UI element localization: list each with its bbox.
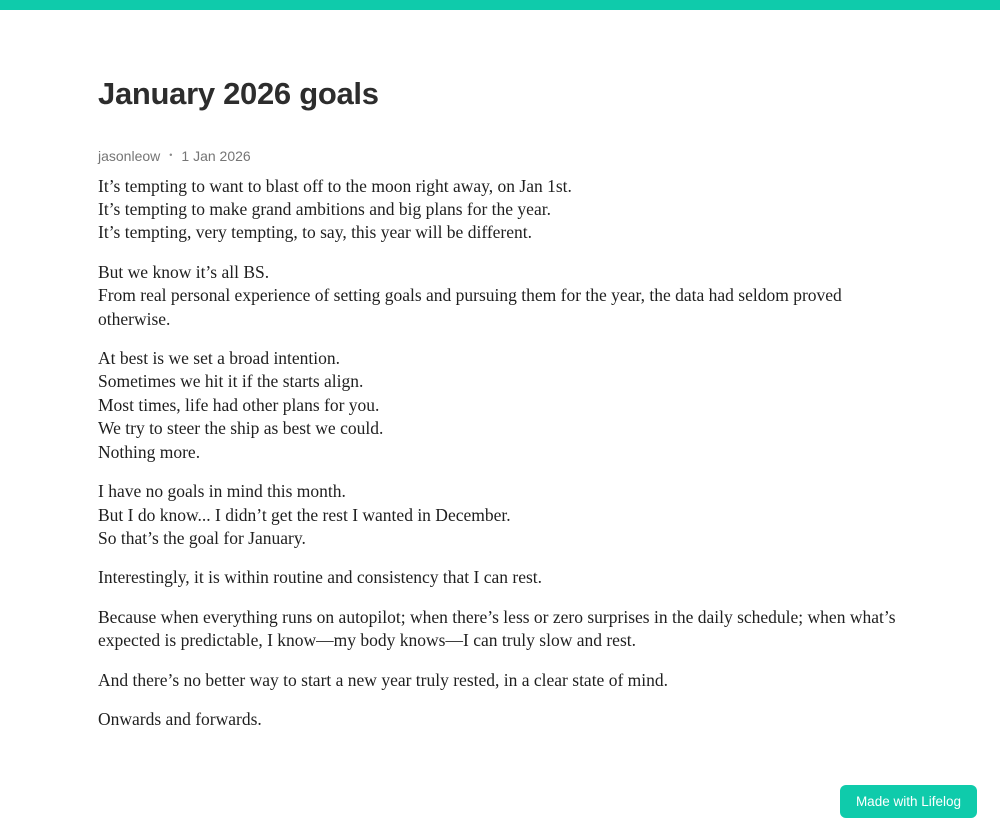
article-body: [98, 175, 902, 732]
paragraph: It’s tempting to want to blast off to the moon right away, on Jan 1st. It’s tempting to make grand ambitions and big plans for the year. It’s tempting, very tempting, to say, this year will be different.: [98, 175, 572, 243]
brand-accent-bar: [0, 0, 1000, 10]
paragraph: And there’s no better way to start a new year truly rested, in a clear state of mind.: [98, 669, 669, 690]
paragraph: Because when everything runs on autopilot; when there’s less or zero surprises in the daily schedule; when what’s expected is predictable, I know—my body knows—I can truly slow and rest.: [98, 606, 896, 651]
author-name: jasonleow: [98, 147, 161, 164]
paragraph: But we know it’s all BS. From real personal experience of setting goals and pursuing them for the year, the data had seldom proved otherwise.: [98, 261, 842, 329]
made-with-lifelog-button[interactable]: Made with Lifelog: [840, 785, 977, 819]
post-content: [98, 0, 902, 731]
paragraph: Interestingly, it is within routine and consistency that I can rest.: [98, 567, 543, 588]
page-title: January 2026 goals: [98, 76, 379, 111]
paragraph: Onwards and forwards.: [98, 708, 262, 729]
paragraph: I have no goals in mind this month. But I do know... I didn’t get the rest I wanted in December. So that’s the goal for January.: [98, 481, 511, 548]
byline-separator-dot: •: [169, 150, 173, 161]
post-date: 1 Jan 2026: [181, 147, 251, 164]
byline: [98, 148, 902, 164]
paragraph: At best is we set a broad intention. Sometimes we hit it if the starts align. Most times, life had other plans for you. We try to steer the ship as best we could. Nothing more.: [98, 348, 384, 462]
